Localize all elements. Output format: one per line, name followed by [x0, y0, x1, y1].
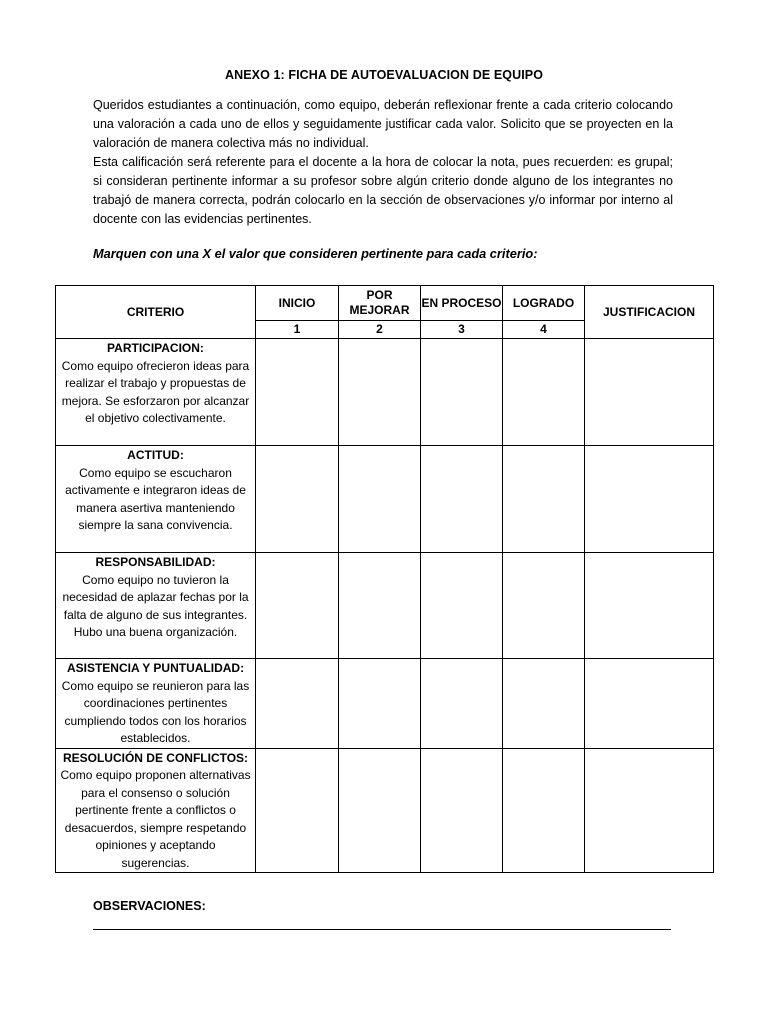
mark-cell-logrado[interactable] — [503, 446, 585, 553]
table-row — [56, 339, 714, 446]
mark-cell-en-proceso[interactable] — [421, 659, 503, 749]
criterion-cell — [56, 659, 256, 749]
mark-cell-por-mejorar[interactable] — [339, 659, 421, 749]
criterion-name: RESOLUCIÓN DE CONFLICTOS: — [62, 750, 249, 765]
mark-cell-por-mejorar[interactable] — [339, 553, 421, 659]
mark-cell-en-proceso[interactable] — [421, 553, 503, 659]
header-justificacion: JUSTIFICACION — [585, 286, 714, 339]
criterion-description: Como equipo ofrecieron ideas para realizar el trabajo y propuestas de mejora. Se esforzaron por alcanzar el objetivo colectivamente. — [61, 358, 250, 425]
table-row — [56, 553, 714, 659]
evaluation-table — [55, 285, 714, 873]
mark-cell-logrado[interactable] — [503, 659, 585, 749]
criterion-name: RESPONSABILIDAD: — [95, 555, 216, 569]
intro-text — [93, 96, 673, 229]
header-criterio: CRITERIO — [56, 286, 256, 339]
mark-cell-inicio[interactable] — [256, 339, 339, 446]
criterion-cell — [56, 446, 256, 553]
header-por-mejorar: POR MEJORAR — [339, 286, 421, 321]
mark-cell-inicio[interactable] — [256, 659, 339, 749]
criterion-description: Como equipo se escucharon activamente e integraron ideas de manera asertiva manteniendo siempre la sana convivencia. — [65, 465, 246, 532]
criterion-name: ACTITUD: — [127, 448, 184, 462]
criterion-name: ASISTENCIA Y PUNTUALIDAD: — [66, 661, 245, 675]
justification-cell[interactable] — [585, 748, 714, 873]
justification-cell[interactable] — [585, 659, 714, 749]
criterion-cell — [56, 748, 256, 873]
instruction-text: Marquen con una X el valor que consideren pertinente para cada criterio: — [93, 246, 538, 261]
score-1: 1 — [256, 321, 339, 339]
criterion-description: Como equipo se reunieron para las coordinaciones pertinentes cumpliendo todos con los horarios establecidos. — [61, 678, 250, 745]
observations-label: OBSERVACIONES: — [93, 899, 206, 913]
header-en-proceso: EN PROCESO — [421, 286, 503, 321]
criterion-description: Como equipo no tuvieron la necesidad de aplazar fechas por la falta de alguno de sus integrantes. Hubo una buena organización. — [62, 572, 249, 639]
justification-cell[interactable] — [585, 339, 714, 446]
criterion-cell — [56, 553, 256, 659]
header-logrado: LOGRADO — [503, 286, 585, 321]
score-3: 3 — [421, 321, 503, 339]
justification-cell[interactable] — [585, 446, 714, 553]
criterion-cell — [56, 339, 256, 446]
mark-cell-inicio[interactable] — [256, 446, 339, 553]
criterion-description: Como equipo proponen alternativas para el consenso o solución pertinente frente a conflictos o desacuerdos, siempre respetando opiniones y aceptando sugerencias. — [60, 768, 251, 870]
mark-cell-inicio[interactable] — [256, 553, 339, 659]
table-row — [56, 659, 714, 749]
observations-line[interactable] — [93, 929, 671, 930]
mark-cell-en-proceso[interactable] — [421, 748, 503, 873]
mark-cell-logrado[interactable] — [503, 553, 585, 659]
mark-cell-por-mejorar[interactable] — [339, 748, 421, 873]
table-row — [56, 748, 714, 873]
mark-cell-logrado[interactable] — [503, 748, 585, 873]
document-title: ANEXO 1: FICHA DE AUTOEVALUACION DE EQUIPO — [224, 68, 544, 82]
criterion-name: PARTICIPACION: — [107, 341, 204, 355]
table-row — [56, 446, 714, 553]
mark-cell-en-proceso[interactable] — [421, 446, 503, 553]
mark-cell-por-mejorar[interactable] — [339, 446, 421, 553]
header-inicio: INICIO — [256, 286, 339, 321]
intro-paragraph-1: Queridos estudiantes a continuación, como equipo, deberán reflexionar frente a cada criterio colocando una valoración a cada uno de ellos y seguidamente justificar cada valor. Solicito que se proyecten en la valoración de manera colectiva más no individual. — [93, 98, 673, 150]
intro-paragraph-2: Esta calificación será referente para el docente a la hora de colocar la nota, pues recuerden: es grupal; si consideran pertinente informar a su profesor sobre algún criterio donde alguno de los integrantes no trabajó de manera correcta, podrán colocarlo en la sección de observaciones y/o informar por interno al docente con las evidencias pertinentes. — [93, 155, 673, 226]
mark-cell-logrado[interactable] — [503, 339, 585, 446]
score-2: 2 — [339, 321, 421, 339]
mark-cell-por-mejorar[interactable] — [339, 339, 421, 446]
mark-cell-inicio[interactable] — [256, 748, 339, 873]
score-4: 4 — [503, 321, 585, 339]
justification-cell[interactable] — [585, 553, 714, 659]
mark-cell-en-proceso[interactable] — [421, 339, 503, 446]
